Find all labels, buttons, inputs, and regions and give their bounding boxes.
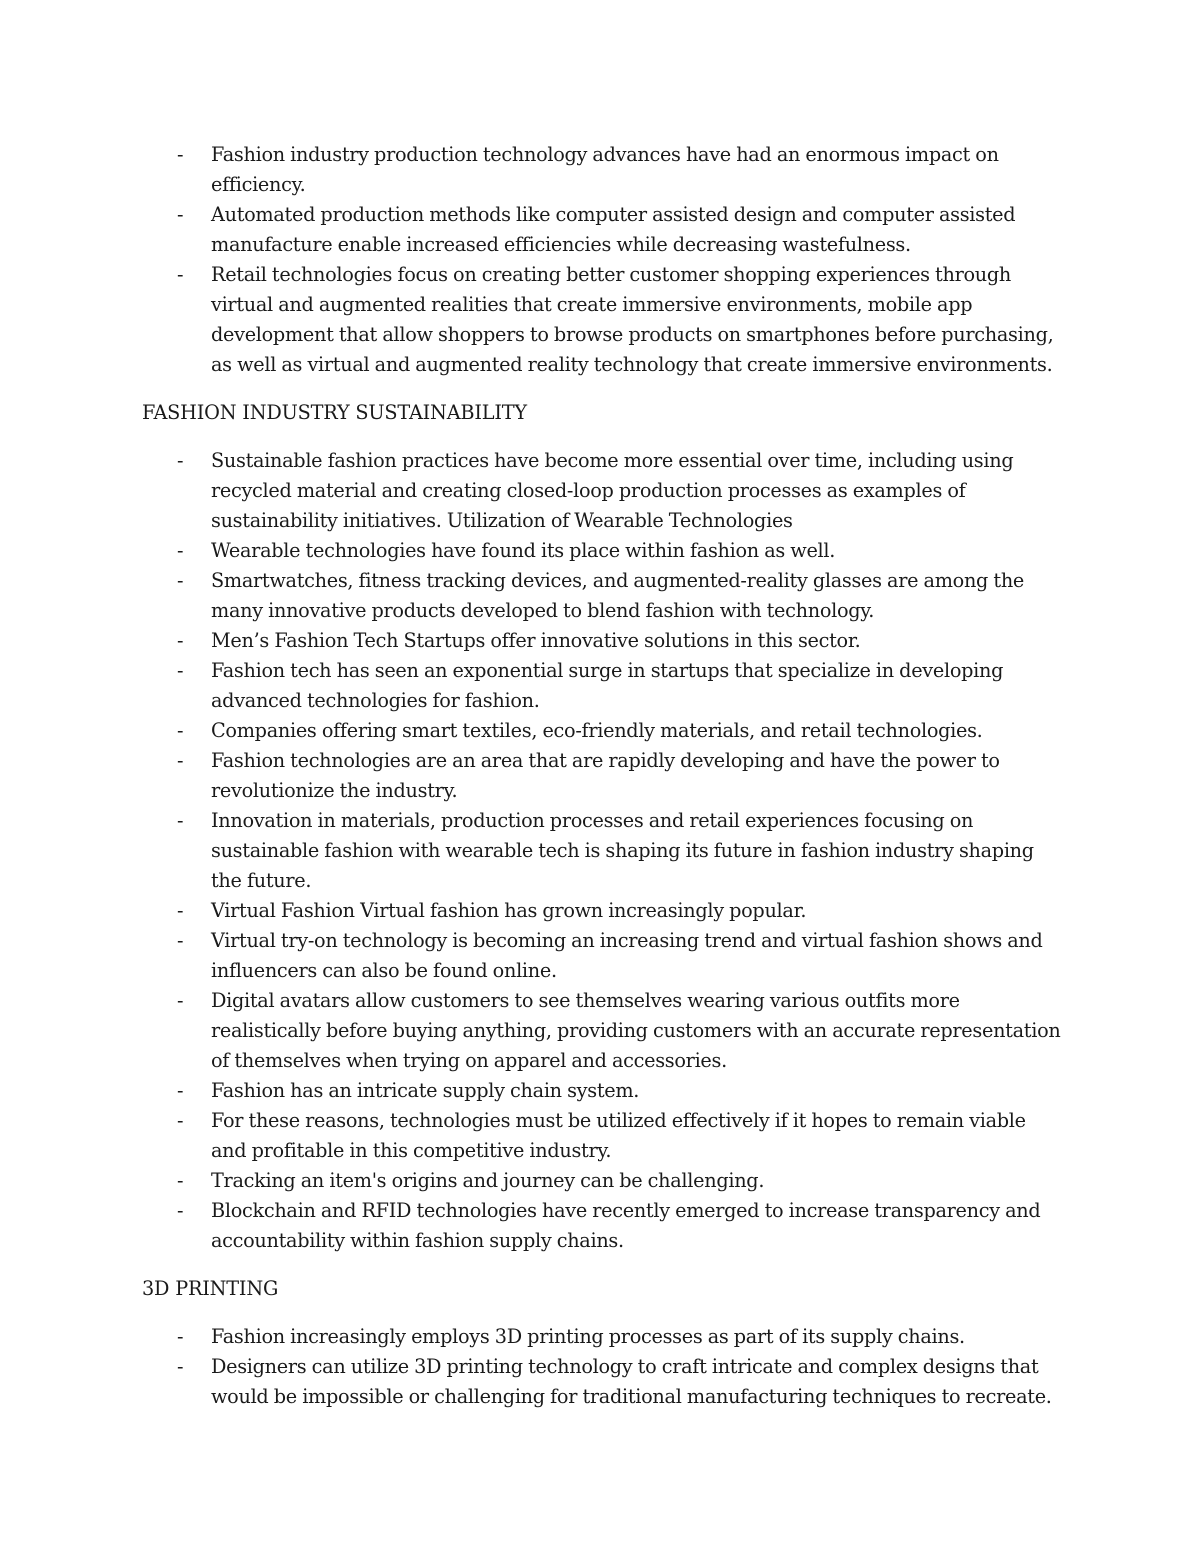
list-item: - Fashion has an intricate supply chain system. bbox=[142, 1076, 1062, 1106]
list-item: - Smartwatches, fitness tracking devices, and augmented-reality glasses are among the many innovative products developed to blend fashion with technology. bbox=[142, 566, 1062, 626]
bullet-dash: - bbox=[177, 749, 184, 772]
bullet-dash: - bbox=[177, 899, 184, 922]
bullet-dash: - bbox=[177, 569, 184, 592]
bullet-dash: - bbox=[177, 629, 184, 652]
list-item: - Sustainable fashion practices have become more essential over time, including using recycled material and creating closed-loop production processes as examples of sustainability initiatives. Utilization of Wearable Technologies bbox=[142, 446, 1062, 536]
list-item: - Fashion industry production technology advances have had an enormous impact on efficiency. bbox=[142, 140, 1062, 200]
bullet-dash: - bbox=[177, 989, 184, 1012]
list-item: - Fashion technologies are an area that are rapidly developing and have the power to revolutionize the industry. bbox=[142, 746, 1062, 806]
section-3d-printing bbox=[142, 1274, 1062, 1412]
section-heading: FASHION INDUSTRY SUSTAINABILITY bbox=[142, 401, 527, 424]
bullet-dash: - bbox=[177, 143, 184, 166]
list-item: - Digital avatars allow customers to see themselves wearing various outfits more realistically before buying anything, providing customers with an accurate representation of themselves when trying on apparel and accessories. bbox=[142, 986, 1062, 1076]
list-item: - For these reasons, technologies must be utilized effectively if it hopes to remain viable and profitable in this competitive industry. bbox=[142, 1106, 1062, 1166]
list-item: - Retail technologies focus on creating better customer shopping experiences through virtual and augmented realities that create immersive environments, mobile app development that allow shoppers to browse products on smartphones before purchasing, as well as virtual and augmented reality technology that create immersive environments. bbox=[142, 260, 1062, 380]
section-heading: 3D PRINTING bbox=[142, 1277, 279, 1300]
bullet-dash: - bbox=[177, 1199, 184, 1222]
bullet-dash: - bbox=[177, 1079, 184, 1102]
bullet-list bbox=[142, 140, 1062, 380]
list-item: - Fashion tech has seen an exponential surge in startups that specialize in developing advanced technologies for fashion. bbox=[142, 656, 1062, 716]
list-item: - Virtual try-on technology is becoming an increasing trend and virtual fashion shows and influencers can also be found online. bbox=[142, 926, 1062, 986]
list-item: - Fashion increasingly employs 3D printing processes as part of its supply chains. bbox=[142, 1322, 1062, 1352]
list-item: - Designers can utilize 3D printing technology to craft intricate and complex designs that would be impossible or challenging for traditional manufacturing techniques to recreate. bbox=[142, 1352, 1062, 1412]
document-body bbox=[142, 140, 1062, 1430]
list-item: - Tracking an item's origins and journey can be challenging. bbox=[142, 1166, 1062, 1196]
bullet-dash: - bbox=[177, 719, 184, 742]
bullet-dash: - bbox=[177, 1325, 184, 1348]
bullet-dash: - bbox=[177, 449, 184, 472]
bullet-list bbox=[142, 1322, 1062, 1412]
section-intro bbox=[142, 140, 1062, 380]
bullet-dash: - bbox=[177, 1355, 184, 1378]
bullet-dash: - bbox=[177, 1109, 184, 1132]
bullet-dash: - bbox=[177, 203, 184, 226]
bullet-dash: - bbox=[177, 659, 184, 682]
bullet-dash: - bbox=[177, 263, 184, 286]
bullet-dash: - bbox=[177, 809, 184, 832]
list-item: - Men’s Fashion Tech Startups offer innovative solutions in this sector. bbox=[142, 626, 1062, 656]
bullet-dash: - bbox=[177, 539, 184, 562]
list-item: - Virtual Fashion Virtual fashion has grown increasingly popular. bbox=[142, 896, 1062, 926]
bullet-dash: - bbox=[177, 1169, 184, 1192]
list-item: - Wearable technologies have found its place within fashion as well. bbox=[142, 536, 1062, 566]
list-item: - Innovation in materials, production processes and retail experiences focusing on sustainable fashion with wearable tech is shaping its future in fashion industry shaping the future. bbox=[142, 806, 1062, 896]
bullet-list bbox=[142, 446, 1062, 1256]
section-sustainability bbox=[142, 398, 1062, 1256]
list-item: - Companies offering smart textiles, eco-friendly materials, and retail technologies. bbox=[142, 716, 1062, 746]
list-item: - Automated production methods like computer assisted design and computer assisted manufacture enable increased efficiencies while decreasing wastefulness. bbox=[142, 200, 1062, 260]
bullet-dash: - bbox=[177, 929, 184, 952]
list-item: - Blockchain and RFID technologies have recently emerged to increase transparency and accountability within fashion supply chains. bbox=[142, 1196, 1062, 1256]
